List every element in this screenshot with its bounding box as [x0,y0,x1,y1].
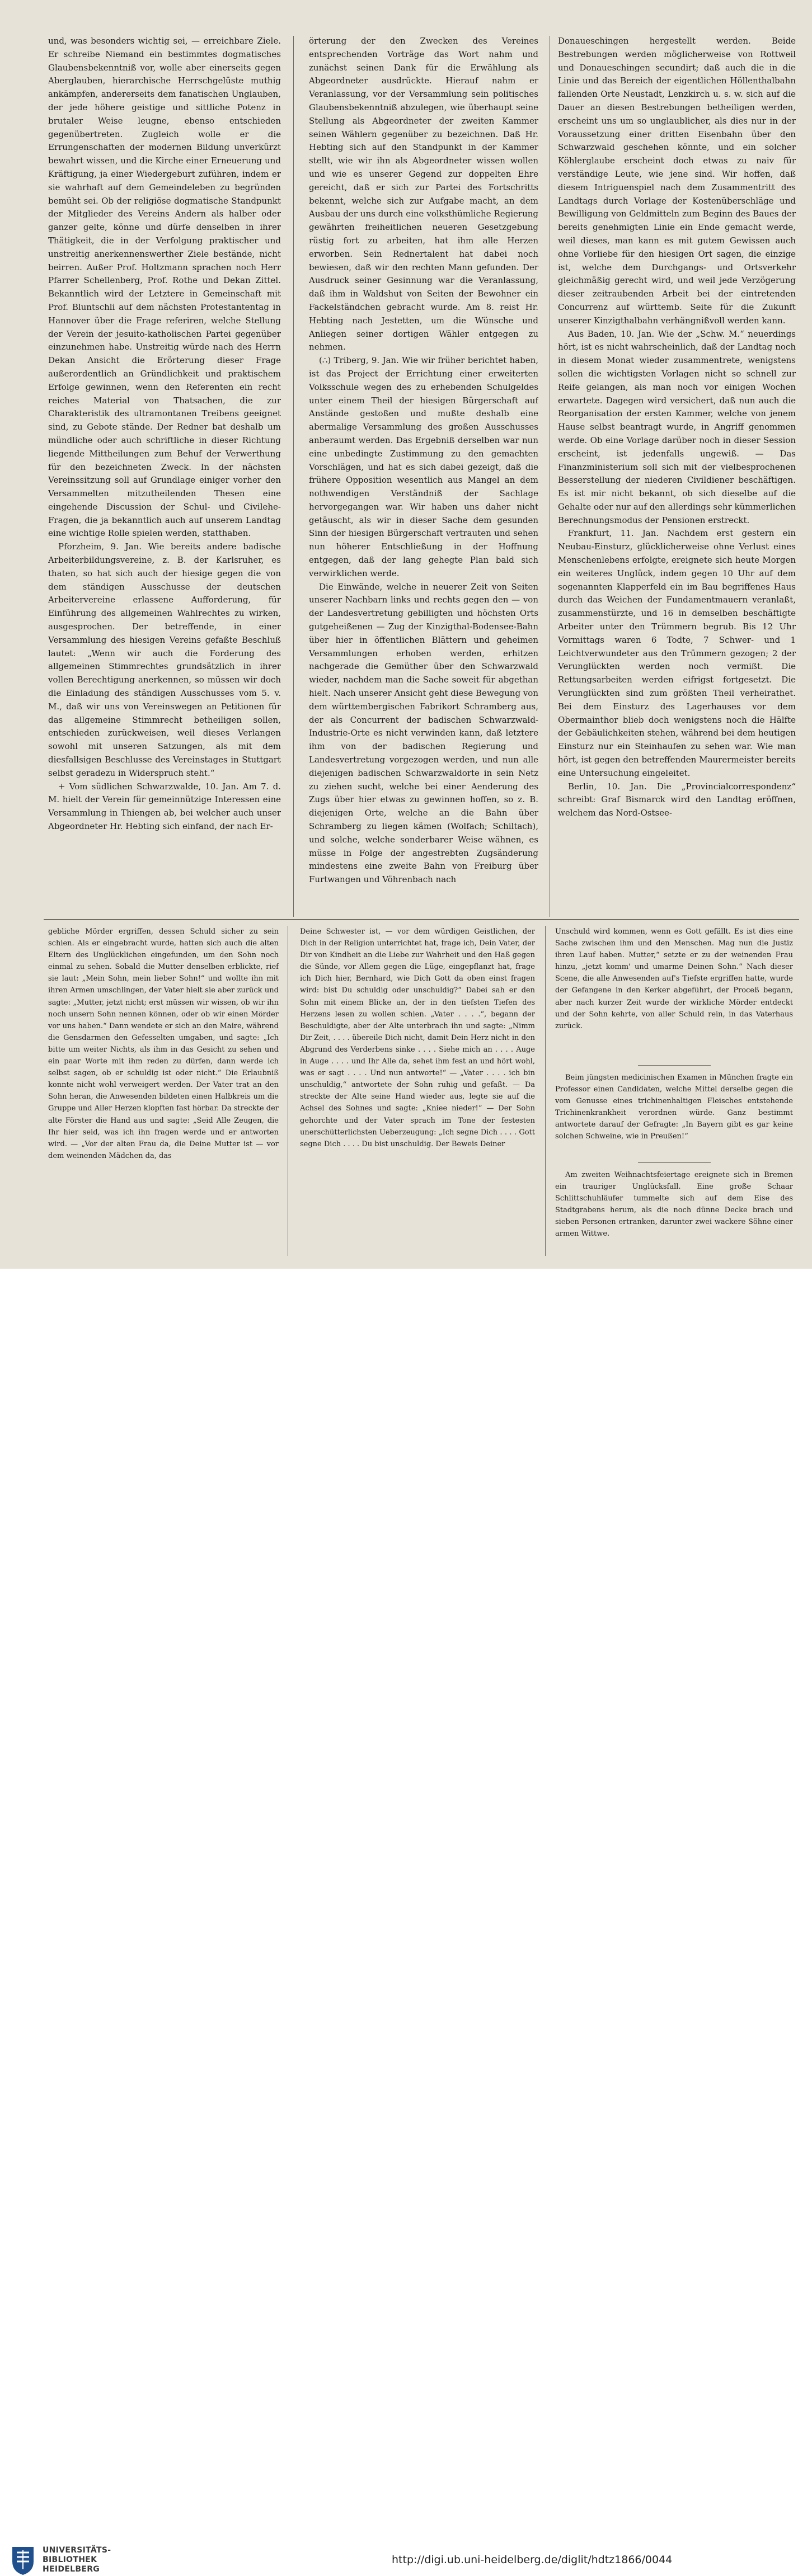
article-paragraph: (∴) Triberg, 9. Jan. Wie wir früher berichtet haben, ist das Project der Errichtung einer erweiterten Volksschule wegen des zu erhebenden Schulgeldes unter einem Theil der hiesigen Bürgerschaft auf Anstände gestoßen und mußte deshalb eine abermalige Versammlung des großen Ausschusses anberaumt werden. Das Ergebniß derselben war nun eine unbedingte Zustimmung zu den gemachten Vorschlägen, und hat es sich dabei gezeigt, daß die frühere Opposition wesentlich aus Mangel an dem nothwendigen Verständniß der Sachlage hervorgegangen war. Wir haben uns daher nicht getäuscht, als wir in dieser Sache dem gesunden Sinn der hiesigen Bürgerschaft vertrauten und sehen nun höherer Entschließung in der Hoffnung entgegen, daß der lang gehegte Plan bald sich verwirklichen werde. [309,355,538,578]
article-paragraph: Die Einwände, welche in neuerer Zeit von Seiten unserer Nachbarn links und rechts gegen den — von der Landesvertretung gebilligten und höchsten Orts gutgeheißenen — Zug der Kinzigthal-Bodensee-Bahn über hier in öffentlichen Blättern und geheimen Versammlungen erhoben werden, erhitzen nachgerade die Gemüther über den Schwarzwald wieder, nachdem man die Sache soweit für abgethan hielt. Nach unserer Ansicht geht diese Bewegung von dem württembergischen Fabrikort Schramberg aus, der als Concurrent der badischen Schwarzwald-Industrie-Orte es nicht verwinden kann, daß letztere ihm von der badischen Regierung und Landesvertretung vorgezogen werden, und nun alle diejenigen badischen Schwarzwaldorte in sein Netz zu ziehen sucht, welche bei einer Aenderung des Zugs über hier etwas zu gewinnen hoffen, so z. B. diejenigen Orte, welche an die Bahn über Schramberg zu liegen kämen (Wolfach; Schiltach), und solche, welche sonderbarer Weise wähnen, es müsse in Folge der angestrebten Zugsänderung mindestens eine zweite Bahn von Freiburg über Furtwangen und Vöhrenbach nach [309,581,538,885]
article-paragraph: Berlin, 10. Jan. Die „Provincialcorrespondenz“ schreibt: Graf Bismarck wird den Landtag eröffnen, welchem das Nord-Ostsee- [558,781,796,818]
library-name-line: UNIVERSITÄTS- [43,2546,111,2555]
feuilleton-column-3a [555,926,793,1063]
library-name-line: BIBLIOTHEK [43,2555,97,2564]
column-2 [309,35,538,916]
column-rule [545,926,546,1256]
newspaper-page [0,0,812,1269]
article-paragraph: örterung der den Zwecken des Vereines entsprechenden Vorträge das Wort nahm und zunächst seinen Dank für die Erwählung als Abgeordneter ausdrückte. Hierauf nahm er Veranlassung, vor der Versammlung sein politisches Glaubensbekenntniß abzulegen, wie überhaupt seine Stellung als Abgeordneter der zweiten Kammer seinen Wählern gegenüber zu bezeichnen. Daß Hr. Hebting sich auf den Standpunkt in der Kammer stellt, wie wir ihn als Abgeordneter wissen wollen und wie es unserer Gegend zur doppelten Ehre gereicht, daß er sich zur Partei des Fortschritts bekennt, welche sich zur Aufgabe macht, an dem Ausbau der uns durch eine volksthümliche Regierung gewährten freiheitlichen neueren Gesetzgebung rüstig fort zu arbeiten, hat ihm alle Herzen erworben. Sein Rednertalent hat dabei noch bewiesen, daß wir den rechten Mann gefunden. Der Ausdruck seiner Gesinnung war die Veranlassung, daß ihm in Waldshut von Seiten der Bewohner ein Fackelständchen gebracht wurde. Am 8. reist Hr. Hebting nach Jestetten, um die Wünsche und Anliegen seiner dortigen Wähler entgegen zu nehmen. [309,36,538,352]
feuilleton-column-1 [48,926,279,1256]
article-paragraph: gebliche Mörder ergriffen, dessen Schuld sicher zu sein schien. Als er eingebracht wurde, hatten sich auch die alten Eltern des Unglücklichen eingefunden, um den Sohn noch einmal zu sehen. Sobald die Mutter denselben erblickte, rief sie laut: „Mein Sohn, mein lieber Sohn!“ und wollte ihn mit ihren Armen umschlingen, der Vater hielt sie aber zurück und sagte: „Mutter, jetzt nicht; erst müssen wir wissen, ob wir ihn noch unsern Sohn nennen können, oder ob wir einen Mörder vor uns haben.“ Dann wendete er sich an den Maire, während die Gensdarmen den Gefesselten umgaben, und sagte: „Ich bitte um weiter Nichts, als ihm in das Gesicht zu sehen und ein paar Worte mit ihm reden zu dürfen, dann werde ich selbst sagen, ob er schuldig ist oder nicht.“ Die Erlaubniß konnte nicht wohl verweigert werden. Der Vater trat an den Sohn heran, die Anwesenden bildeten einen Halbkreis um die Gruppe und Aller Herzen klopften fast hörbar. Da streckte der alte Förster die Hand aus und sagte: „Seid Alle Zeugen, die Ihr hier seid, was ich ihn fragen werde und er antworten wird. — „Vor der alten Frau da, die Deine Mutter ist — vor dem weinenden Mädchen da, das [48,927,279,1160]
column-1 [48,35,281,916]
item-separator [638,1162,711,1163]
item-separator [638,1065,711,1066]
column-rule [293,36,294,917]
article-paragraph: Deine Schwester ist, — vor dem würdigen Geistlichen, der Dich in der Religion unterrichtet hat, frage ich, Dein Vater, der Dir von Kindheit an die Liebe zur Wahrheit und den Haß gegen die Sünde, vor Allem gegen die Lüge, eingepflanzt hat, frage ich Dich hier, Bernhard, wie Dich Gott da oben einst fragen wird: bist Du schuldig oder unschuldig?“ Dabei sah er den Sohn mit einem Blicke an, der in den tiefsten Tiefen des Herzens lesen zu wollen schien. „Vater . . . .“, begann der Beschuldigte, aber der Alte unterbrach ihn und sagte: „Nimm Dir Zeit, . . . . übereile Dich nicht, damit Dein Herz nicht in den Abgrund des Verderbens sinke . . . . Siehe mich an . . . . Auge in Auge . . . . und Ihr Alle da, sehet ihm fest an und hört wohl, was er sagt . . . . Und nun antworte!“ — „Vater . . . . ich bin unschuldig,“ antwortete der Sohn ruhig und gefaßt. — Da streckte der Alte seine Hand wieder aus, legte sie auf die Achsel des Sohnes und sagte: „Kniee nieder!“ — Der Sohn gehorchte und der Vater sprach im Tone der festesten unerschütterlichsten Ueberzeugung: „Ich segne Dich . . . . Gott segne Dich . . . . Du bist unschuldig. Der Beweis Deiner [300,927,535,1148]
heidelberg-library-logo-icon [10,2545,36,2576]
article-paragraph: Beim jüngsten medicinischen Examen in München fragte ein Professor einen Candidaten, welche Mittel derselbe gegen die vom Genusse eines trichinenhaltigen Fleisches entstehende Trichinenkrankheit verordnen würde. Ganz bestimmt antwortete darauf der Gefragte: „In Bayern gibt es gar keine solchen Schweine, wie in Preußen!“ [555,1073,793,1141]
feuilleton-divider [44,919,799,920]
feuilleton-column-3b [555,1072,793,1160]
feuilleton-column-3c [555,1169,793,1253]
article-paragraph: Donaueschingen hergestellt werden. Beide Bestrebungen werden möglicherweise von Rottweil und Donaueschingen secundirt; daß auch die in die Linie und das Bereich der eigentlichen Höllenthalbahn fallenden Orte Neustadt, Lenzkirch u. s. w. sich auf die Dauer an diesen Bestrebungen betheiligen werden, erscheint uns um so unglaublicher, als dies nur in der Voraussetzung einer dritten Eisenbahn über den Schwarzwald geschehen könnte, und ein solcher Köhlerglaube erscheint doch etwas zu naiv für verständige Leute, wie jene sind. Wir hoffen, daß diesem Intriguenspiel nach dem Zusammentritt des Landtags durch Vorlage der Kostenüberschläge und Bewilligung von Geldmitteln zum Beginn des Baues der bereits genehmigten Linie ein Ende gemacht werde, weil dieses, man kann es mit gutem Gewissen auch ohne Vorliebe für den hiesigen Ort sagen, die einzige ist, welche dem Durchgangs- und Ortsverkehr gleichmäßig gerecht wird, und weil jede Verzögerung dieser zeitraubenden Arbeit bei der eintretenden Concurrenz auf württemb. Seite für die Zukunft unserer Kinzigthalbahn verhängnißvoll werden kann. [558,36,796,326]
article-paragraph: Unschuld wird kommen, wenn es Gott gefällt. Es ist dies eine Sache zwischen ihm und den Menschen. Mag nun die Justiz ihren Lauf haben. Mutter,“ setzte er zu der weinenden Frau hinzu, „jetzt komm' und umarme Deinen Sohn.“ Nach dieser Scene, die alle Anwesenden auf's Tiefste ergriffen hatte, wurde der Gefangene in den Kerker abgeführt, der Proceß begann, aber nach kurzer Zeit wurde der wirkliche Mörder entdeckt und der Sohn kehrte, von aller Schuld rein, in das Vaterhaus zurück. [555,927,793,1030]
column-3 [558,35,796,916]
library-name [43,2546,111,2574]
library-name-line: HEIDELBERG [43,2565,100,2574]
article-paragraph: + Vom südlichen Schwarzwalde, 10. Jan. Am 7. d. M. hielt der Verein für gemeinnützige Interessen eine Versammlung in Thiengen ab, bei welcher auch unser Abgeordneter Hr. Hebting sich einfand, der nach Er- [48,781,281,832]
feuilleton-column-2 [300,926,535,1256]
source-url-link[interactable]: http://digi.ub.uni-heidelberg.de/diglit/hdtz1866/0044 [392,2554,673,2566]
article-paragraph: Aus Baden, 10. Jan. Wie der „Schw. M.“ neuerdings hört, ist es nicht wahrscheinlich, daß der Landtag noch in diesem Monat wieder zusammentrete, wenigstens sollen die wichtigsten Vorlagen nicht so schnell zur Reife gelangen, als man noch vor einigen Wochen erwartete. Dagegen wird versichert, daß nun auch die Reorganisation der ersten Kammer, welche von jenem Hause selbst beantragt wurde, in Angriff genommen werde. Ob eine Vorlage darüber noch in dieser Session erscheint, ist jedenfalls ungewiß. — Das Finanzministerium soll sich mit der vielbesprochenen Besserstellung der niederen Civildiener beschäftigen. Es ist mir nicht bekannt, ob sich dieselbe auf die Gehalte oder nur auf den allerdings sehr kümmerlichen Berechnungsmodus der Pensionen erstreckt. [558,328,796,525]
article-paragraph: Pforzheim, 9. Jan. Wie bereits andere badische Arbeiterbildungsvereine, z. B. der Karlsruher, es thaten, so hat sich auch der hiesige gegen die von dem ständigen Ausschusse der deutschen Arbeitervereine erlassene Aufforderung, für Einführung des allgemeinen Wahlrechtes zu wirken, ausgesprochen. Der betreffende, in einer Versammlung des hiesigen Vereins gefaßte Beschluß lautet: „Wenn wir auch die Forderung des allgemeinen Stimmrechtes grundsätzlich in ihrer vollen Berechtigung anerkennen, so müssen wir doch die Einladung des ständigen Ausschusses vom 5. v. M., daß wir uns von Vereinswegen an Petitionen für das allgemeine Stimmrecht betheiligen sollen, entschieden zurückweisen, weil dieses Verlangen sowohl mit unseren Satzungen, als mit dem diesfallsigen Beschlusse des Vereinstages in Stuttgart selbst geradezu in Widerspruch steht.“ [48,541,281,778]
footer-bar [0,1269,812,2574]
article-paragraph: Frankfurt, 11. Jan. Nachdem erst gestern ein Neubau-Einsturz, glücklicherweise ohne Verlust eines Menschenlebens erfolgte, ereignete sich heute Morgen ein weiteres Unglück, indem gegen 10 Uhr auf dem sogenannten Klapperfeld ein im Bau begriffenes Haus durch das Weichen der Fundamentmauern veranlaßt, zusammenstürzte, und 16 in demselben beschäftigte Arbeiter unter den Trümmern begrub. Bis 12 Uhr Vormittags waren 6 Todte, 7 Schwer- und 1 Leichtverwundeter aus den Trümmern gezogen; 2 der Verunglückten werden noch vermißt. Die Rettungsarbeiten werden eifrigst fortgesetzt. Die Verunglückten sind zum größten Theil verheirathet. Bei dem Einsturz des Lagerhauses vor dem Obermainthor blieb doch wenigstens noch die Hälfte der Gebäulichkeiten stehen, während bei dem heutigen Einsturz nur ein Steinhaufen zu sehen war. Wie man hört, ist gegen den betreffenden Maurermeister bereits eine Untersuchung eingeleitet. [558,528,796,778]
article-paragraph: Am zweiten Weihnachtsfeiertage ereignete sich in Bremen ein trauriger Unglücksfall. Eine große Schaar Schlittschuhläufer tummelte sich auf dem Eise des Stadtgrabens herum, als die noch dünne Decke brach und sieben Personen ertranken, darunter zwei wackere Söhne einer armen Wittwe. [555,1171,793,1238]
article-paragraph: und, was besonders wichtig sei, — erreichbare Ziele. Er schreibe Niemand ein bestimmtes dogmatisches Glaubensbekenntniß vor, wolle aber einerseits gegen Aberglauben, hierarchische Herrschgelüste muthig ankämpfen, andererseits dem fanatischen Unglauben, der jede höhere geistige und sittliche Potenz in brutaler Weise leugne, ebenso entschieden gegenübertreten. Zugleich wolle er die Errungenschaften der modernen Bildung unverkürzt bewahrt wissen, und die Kirche einer Erneuerung und Kräftigung, ja einer Wiedergeburt zuführen, indem er sie wahrhaft auf dem Gemeindeleben zu begründen bemüht sei. Ob der religiöse dogmatische Standpunkt der Mitglieder des Vereins Andern als halber oder ganzer gelte, könne und dürfe denselben in ihrer Thätigkeit, die in der Verfolgung praktischer und unstreitig anerkennenswerther Ziele bestände, nicht beirren. Außer Prof. Holtzmann sprachen noch Herr Pfarrer Schellenberg, Prof. Rothe und Dekan Zittel. Bekanntlich wird der Letztere in Gemeinschaft mit Prof. Bluntschli auf dem nächsten Protestantentag in Hannover über die Frage referiren, welche Stellung der Verein der jesuito-katholischen Partei gegenüber einzunehmen habe. Unstreitig würde nach des Herrn Dekan Ansicht die Erörterung dieser Frage außerordentlich an Gründlichkeit und praktischem Erfolge gewinnen, wenn den Referenten ein recht reiches Material von Thatsachen, die zur Charakteristik des ultramontanen Treibens geeignet sind, zu Gebote stände. Der Redner bat deshalb um mündliche oder auch schriftliche in dieser Richtung liegende Mittheilungen zum Behuf der Verwerthung für den bezeichneten Zweck. In der nächsten Vereinssitzung soll auf Grundlage einiger vorher den Versammelten mitzutheilenden Thesen eine eingehende Discussion der Schul- und Civilehe-Fragen, die ja bekanntlich auch auf unserem Landtag eine wichtige Rolle spielen werden, statthaben. [48,36,281,539]
